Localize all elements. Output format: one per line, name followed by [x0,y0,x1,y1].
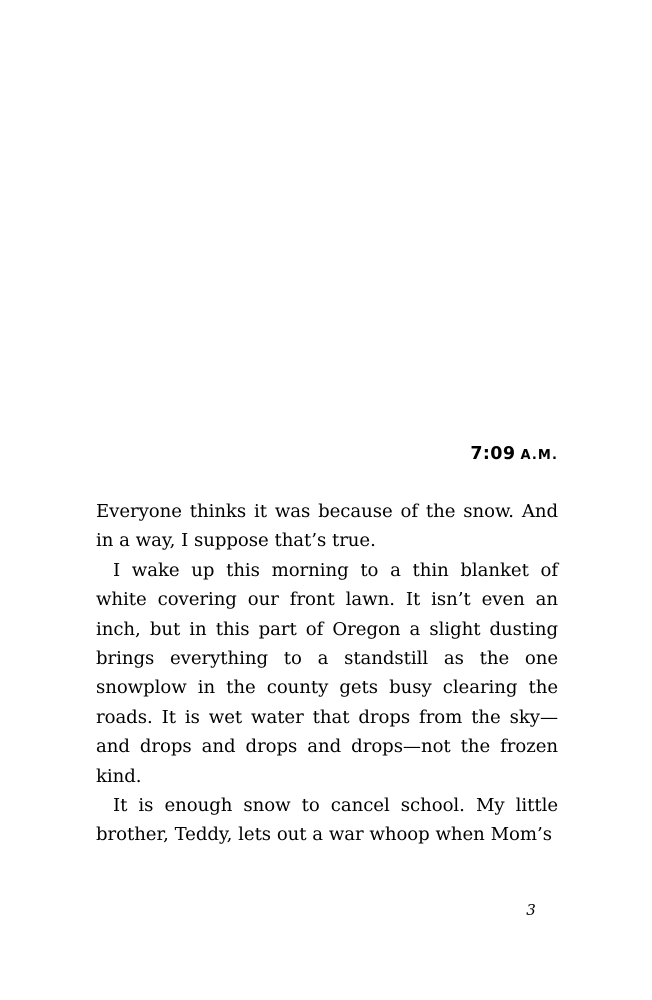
page-folio [96,900,558,920]
paragraph-2: I wake up this morning to a thin blanket of white covering our front lawn. It isn’t even an inch, but in this part of Oregon a slight dusting brings everything to a standstill as the one snowplow in the county gets busy clearing the roads. It is wet water that drops from the sky—and drops and drops and drops—not the frozen kind. [96,559,558,787]
page-number: 3 [526,901,536,919]
time-heading [96,444,558,466]
paragraph-3: It is enough snow to cancel school. My little brother, Teddy, lets out a war whoop when Mom’s [96,795,558,846]
body-copy [96,497,558,850]
time-heading-meridiem: A.M. [520,448,558,463]
paragraph-1: Everyone thinks it was because of the snow. And in a way, I suppose that’s true. [96,501,558,552]
time-heading-clock: 7:09 [470,444,516,464]
